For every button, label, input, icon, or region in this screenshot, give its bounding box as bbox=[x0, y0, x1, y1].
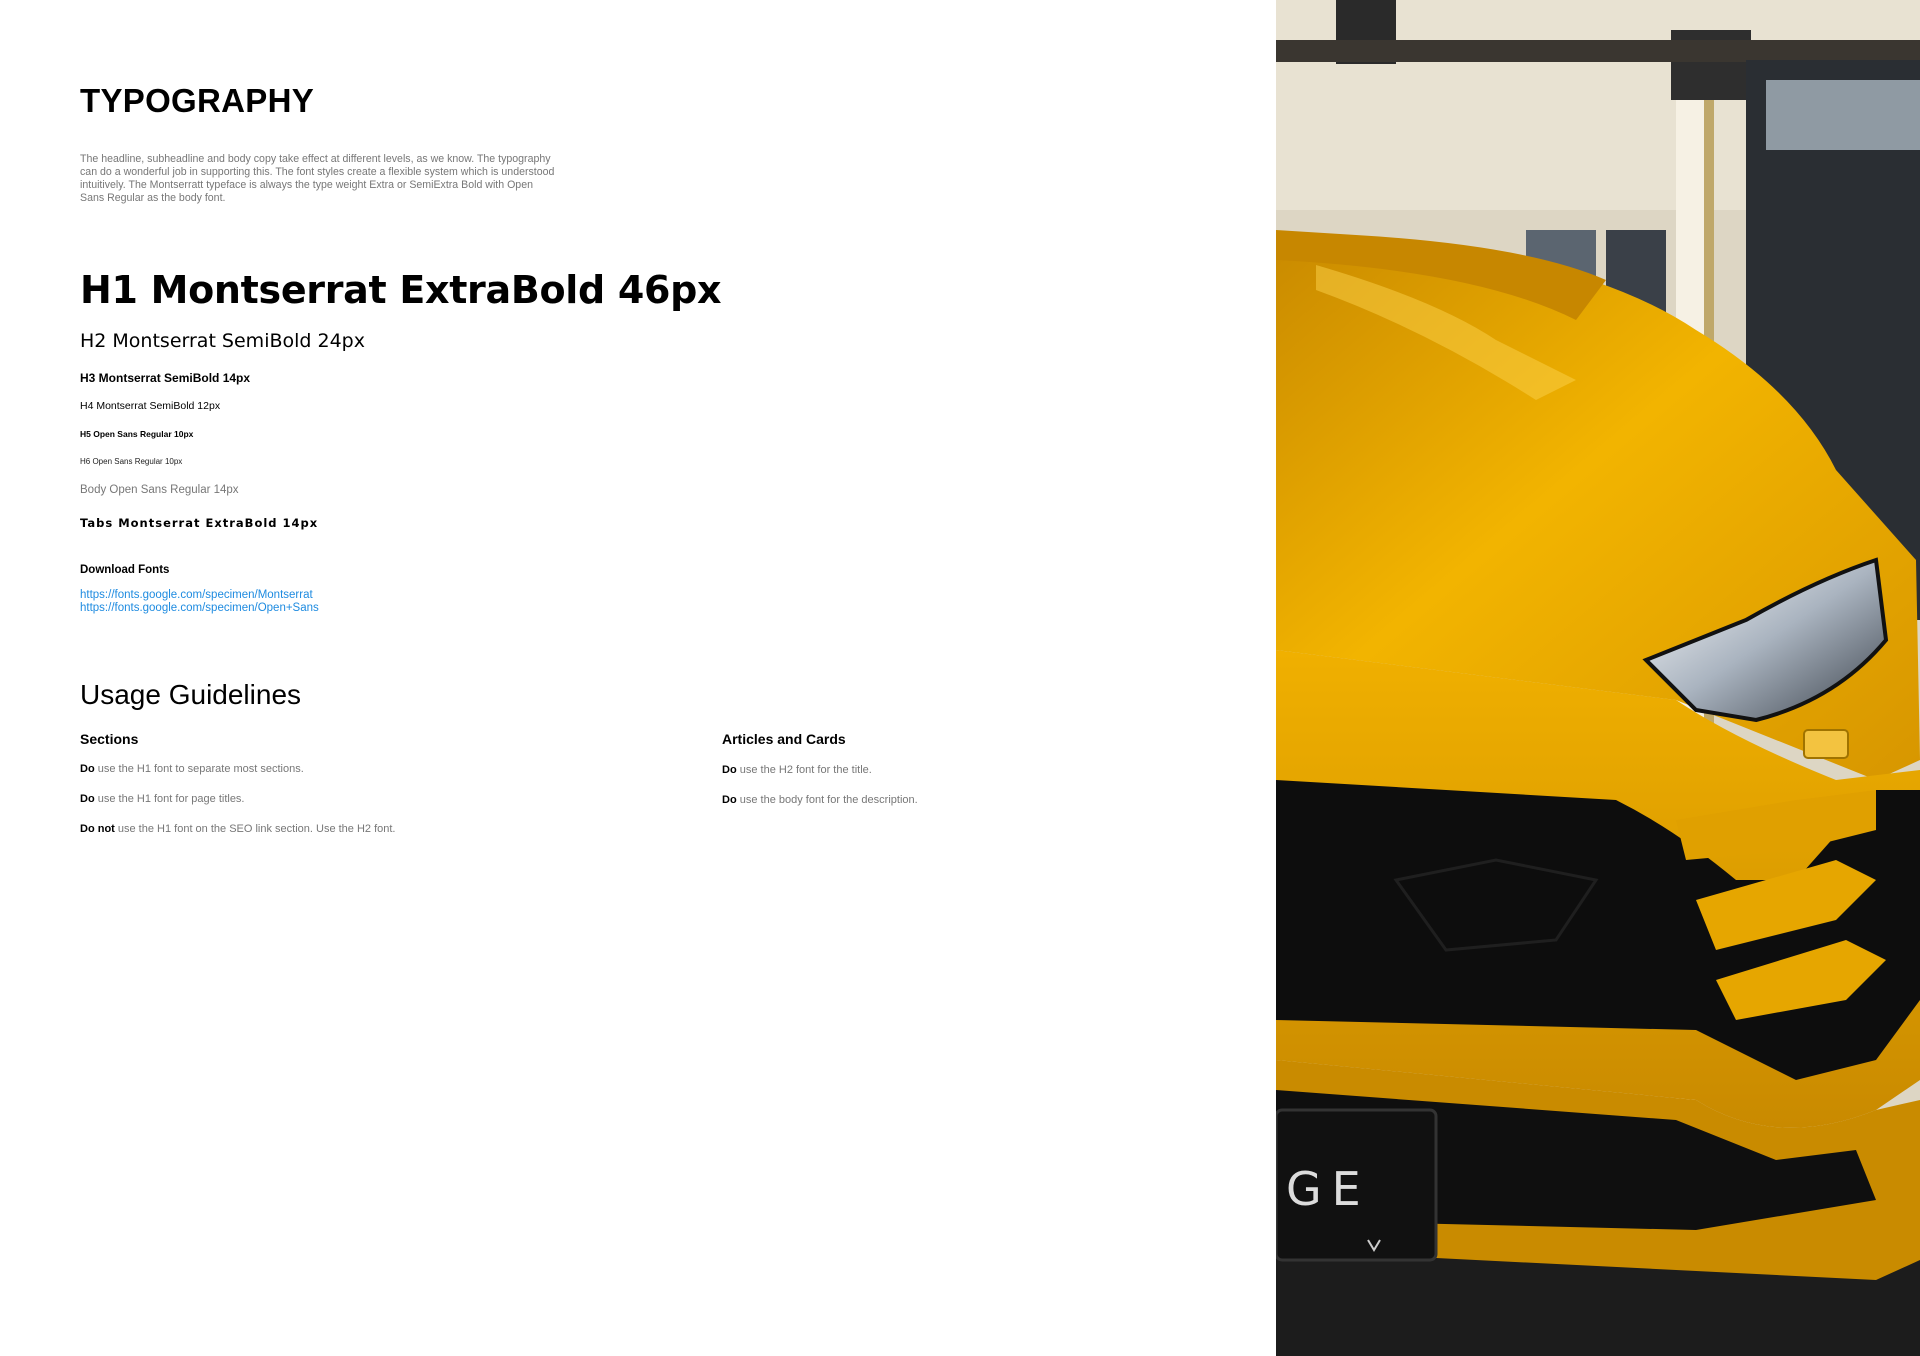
open-sans-link[interactable]: https://fonts.google.com/specimen/Open+Sans bbox=[80, 602, 319, 614]
rule-text: use the body font for the description. bbox=[739, 794, 918, 806]
h1-specimen: H1 Montserrat ExtraBold 46px bbox=[80, 268, 722, 312]
rule-text: use the H1 font on the SEO link section. Use the H2 font. bbox=[117, 823, 396, 835]
usage-guidelines-title: Usage Guidelines bbox=[80, 679, 302, 710]
articles-cards-heading: Articles and Cards bbox=[722, 731, 846, 747]
body-specimen: Body Open Sans Regular 14px bbox=[80, 484, 239, 496]
h3-specimen: H3 Montserrat SemiBold 14px bbox=[80, 371, 251, 385]
rule-keyword: Do bbox=[722, 764, 737, 776]
car-illustration bbox=[1276, 0, 1920, 1356]
montserrat-link[interactable]: https://fonts.google.com/specimen/Montserrat bbox=[80, 589, 313, 601]
rule-text: use the H1 font for page titles. bbox=[97, 793, 245, 805]
page-title: TYPOGRAPHY bbox=[80, 82, 315, 119]
articles-rule bbox=[722, 764, 872, 776]
sections-rule bbox=[80, 823, 396, 835]
h2-specimen: H2 Montserrat SemiBold 24px bbox=[80, 330, 365, 352]
sections-heading: Sections bbox=[80, 731, 139, 747]
sensor-badge bbox=[1804, 730, 1848, 758]
rule-keyword: Do bbox=[80, 763, 95, 775]
download-fonts-heading: Download Fonts bbox=[80, 564, 170, 576]
rule-keyword: Do bbox=[722, 794, 737, 806]
rule-text: use the H2 font for the title. bbox=[739, 764, 872, 776]
window-reflection bbox=[1766, 80, 1920, 150]
sections-rule bbox=[80, 793, 245, 805]
ceiling-beam bbox=[1276, 40, 1920, 62]
tabs-specimen: Tabs Montserrat ExtraBold 14px bbox=[80, 516, 319, 530]
h4-specimen: H4 Montserrat SemiBold 12px bbox=[80, 400, 221, 412]
h5-specimen: H5 Open Sans Regular 10px bbox=[80, 429, 194, 439]
intro-paragraph: The headline, subheadline and body copy take effect at different levels, as we know. The typography can do a wonderful job in supporting this. The font styles create a flexible system which is understood intuitively. The Montserratt typeface is always the type weight Extra or SemiExtra Bold with Open Sans Regular as the body font. bbox=[80, 153, 555, 204]
sections-rule bbox=[80, 763, 304, 775]
rule-text: use the H1 font to separate most sections. bbox=[97, 763, 304, 775]
plate-text: GE bbox=[1286, 1162, 1371, 1216]
rule-keyword: Do not bbox=[80, 823, 115, 835]
h6-specimen: H6 Open Sans Regular 10px bbox=[80, 457, 183, 466]
rule-keyword: Do bbox=[80, 793, 95, 805]
articles-rule bbox=[722, 794, 918, 806]
yellow-car-photo bbox=[1276, 0, 1920, 1356]
